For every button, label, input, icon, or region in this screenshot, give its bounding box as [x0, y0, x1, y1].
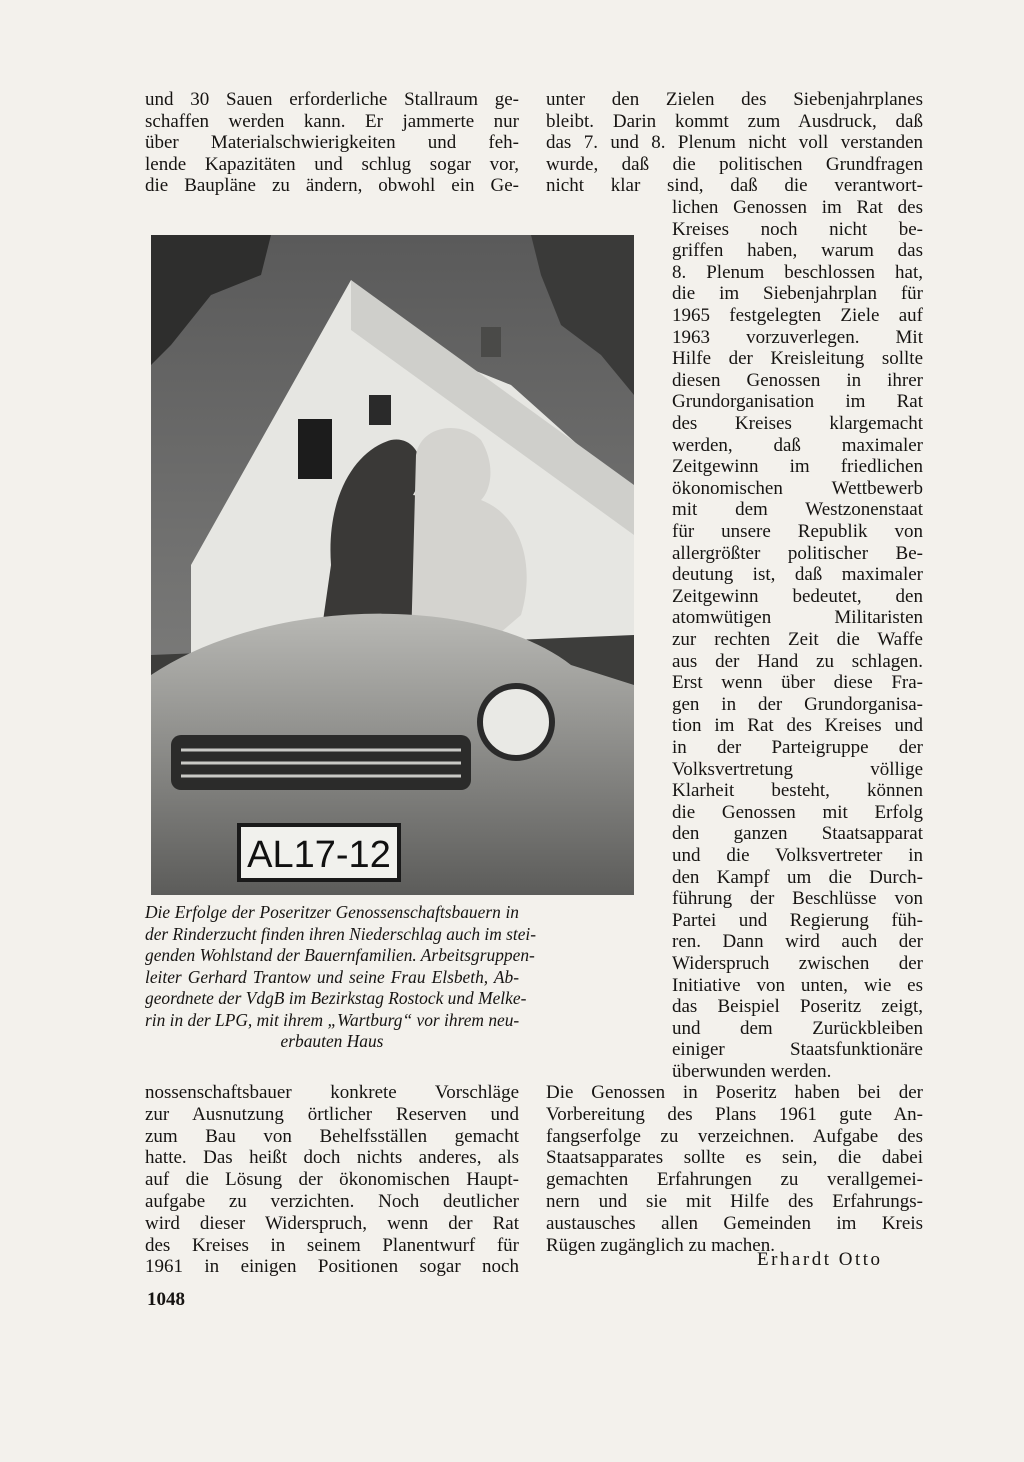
text-line: Kreises noch nicht be-: [672, 218, 923, 240]
text-line: Grundorganisation im Rat: [672, 391, 923, 413]
text-line: für unsere Republik von: [672, 521, 923, 542]
text-line: 1961 in einigen Positionen sogar noch: [145, 1256, 519, 1278]
text-line: austausches allen Gemeinden im Kreis: [546, 1212, 923, 1234]
text-line: lichen Genossen im Rat des: [672, 197, 923, 218]
text-line: nicht klar sind, daß die verantwort-: [546, 175, 923, 197]
text-line: mit dem Westzonenstaat: [672, 499, 923, 521]
text-line: Zeitgewinn bedeutet, den: [672, 585, 923, 607]
text-line: Partei und Regierung füh-: [672, 909, 923, 931]
text-line: atomwütigen Militaristen: [672, 607, 923, 629]
license-plate-text: AL17-12: [247, 834, 391, 876]
text-line: des Kreises in seinem Planentwurf für: [145, 1234, 519, 1256]
text-line: aus der Hand zu schlagen.: [672, 650, 923, 672]
text-line: nern und sie mit Hilfe des Erfahrungs-: [546, 1191, 923, 1212]
text-line: die Genossen mit Erfolg: [672, 801, 923, 823]
text-line: griffen haben, warum das: [672, 240, 923, 262]
text-line: tion im Rat des Kreises und: [672, 715, 923, 737]
text-line: und die Volksvertreter in: [672, 845, 923, 866]
text-line: nossenschaftsbauer konkrete Vorschläge: [145, 1082, 519, 1103]
text-line: einiger Staatsfunktionäre: [672, 1039, 923, 1061]
text-line: aufgabe zu verzichten. Noch deutlicher: [145, 1191, 519, 1212]
headlight: [480, 686, 552, 758]
text-line: Widerspruch zwischen der: [672, 953, 923, 974]
text-line: Zeitgewinn im friedlichen: [672, 456, 923, 478]
text-line: wird dieser Widerspruch, wenn der Rat: [145, 1212, 519, 1234]
text-line: überwunden werden.: [672, 1061, 832, 1082]
text-line: die Baupläne zu ändern, obwohl ein Ge-: [145, 175, 519, 197]
text-line: führung der Beschlüsse von: [672, 888, 923, 910]
author-signature: Erhardt Otto: [757, 1249, 883, 1270]
text-line: allergrößter politischer Be-: [672, 542, 923, 564]
text-line: den ganzen Staatsapparat: [672, 823, 923, 845]
text-line: Rügen zugänglich zu machen.: [546, 1234, 775, 1256]
text-line: das Beispiel Poseritz zeigt,: [672, 996, 923, 1018]
text-line: das 7. und 8. Plenum nicht voll verstanden: [546, 132, 923, 154]
text-line: der Rinderzucht finden ihren Niederschlag auch im stei-: [145, 923, 537, 944]
page-number: 1048: [147, 1289, 185, 1310]
window: [298, 419, 332, 479]
text-line: und 30 Sauen erforderliche Stallraum ge-: [145, 89, 519, 110]
text-line: Vorbereitung des Plans 1961 gute An-: [546, 1103, 923, 1125]
window: [369, 395, 391, 425]
text-line: auf die Lösung der ökonomischen Haupt-: [145, 1169, 519, 1191]
text-line: werden, daß maximaler: [672, 434, 923, 456]
text-line: genden Wohlstand der Bauernfamilien. Arbeitsgruppen-: [145, 945, 535, 965]
text-line: leiter Gerhard Trantow und seine Frau Elsbeth, Ab-: [145, 966, 519, 987]
text-line: wurde, daß die politischen Grundfragen: [546, 153, 923, 175]
text-line: 1963 vorzuverlegen. Mit: [672, 326, 923, 348]
window: [481, 327, 501, 357]
text-line: zum Bau von Behelfsställen gemacht: [145, 1125, 519, 1147]
text-line: 1965 festgelegten Ziele auf: [672, 305, 923, 326]
text-line: Die Genossen in Poseritz haben bei der: [546, 1082, 923, 1103]
text-line: hatte. Das heißt doch nichts anderes, als: [145, 1147, 519, 1169]
text-line: schaffen werden kann. Er jammerte nur: [145, 110, 519, 132]
text-line: Initiative von unten, wie es: [672, 974, 923, 996]
text-line: und dem Zurückbleiben: [672, 1017, 923, 1039]
text-line: ökonomischen Wettbewerb: [672, 477, 923, 499]
text-line: in der Parteigruppe der: [672, 737, 923, 758]
text-line: unter den Zielen des Siebenjahrplanes: [546, 89, 923, 110]
text-line: geordnete der VdgB im Bezirkstag Rostock und Melke-: [145, 988, 527, 1008]
text-line: bleibt. Darin kommt zum Ausdruck, daß: [546, 110, 923, 132]
text-line: des Kreises klargemacht: [672, 413, 923, 434]
text-line: Klarheit besteht, können: [672, 780, 923, 802]
text-line: rin in der LPG, mit ihrem „Wartburg“ vor ihrem neu-: [145, 1009, 520, 1030]
text-line: zur Ausnutzung örtlicher Reserven und: [145, 1103, 519, 1125]
text-line: ren. Dann wird auch der: [672, 931, 923, 953]
text-line: erbauten Haus: [280, 1031, 384, 1051]
text-line: Hilfe der Kreisleitung sollte: [672, 348, 923, 370]
text-line: 8. Plenum beschlossen hat,: [672, 261, 923, 283]
text-line: Erst wenn über diese Fra-: [672, 672, 923, 694]
text-line: zur rechten Zeit die Waffe: [672, 629, 923, 650]
text-line: diesen Genossen in ihrer: [672, 369, 923, 391]
text-line: gen in der Grundorganisa-: [672, 693, 923, 715]
text-line: die im Siebenjahrplan für: [672, 283, 923, 305]
text-line: deutung ist, daß maximaler: [672, 564, 923, 586]
text-line: fangserfolge zu verzeichnen. Aufgabe des: [546, 1125, 923, 1147]
text-line: Volksvertretung völlige: [672, 758, 923, 780]
text-line: über Materialschwierigkeiten und feh-: [145, 132, 519, 154]
photograph: [151, 235, 634, 895]
text-line: den Kampf um die Durch-: [672, 866, 923, 888]
text-line: gemachten Erfahrungen zu verallgemei-: [546, 1169, 923, 1191]
text-line: lende Kapazitäten und schlug sogar vor,: [145, 153, 519, 175]
text-line: Staatsapparates sollte es sein, die dabei: [546, 1147, 923, 1169]
text-line: Die Erfolge der Poseritzer Genossenschaftsbauern in: [145, 902, 519, 922]
